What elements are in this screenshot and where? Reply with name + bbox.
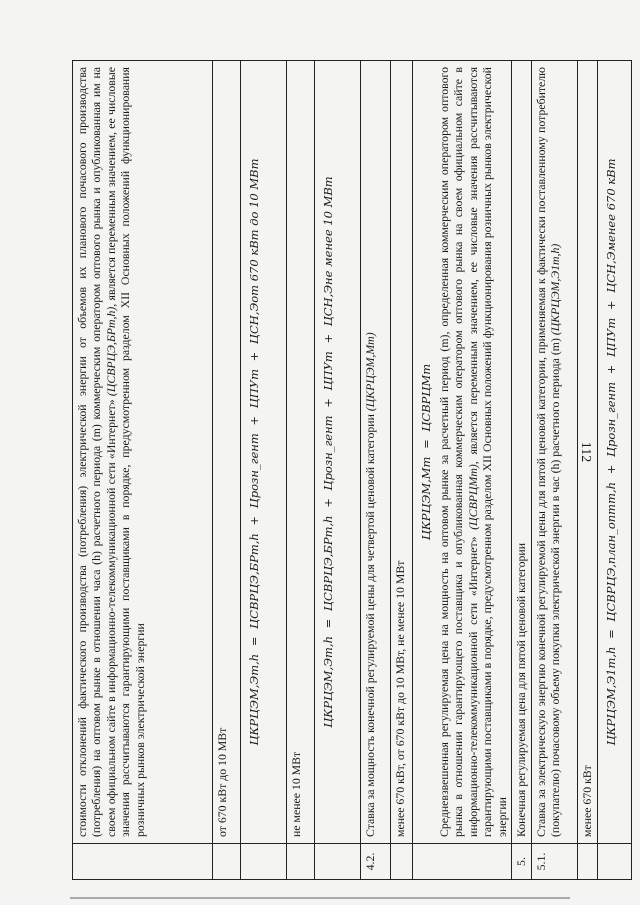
- formula-term-2: Црозн_генm: [247, 433, 261, 509]
- formula-term-4: ЦСН,Эне менее 10 МВт: [321, 176, 335, 327]
- table-row-formula-10mw: [315, 61, 361, 880]
- formula-670-10: ЦКРЦЭМ,Эm,h = ЦСВРЦЭ,БРm,h + Црозн_генm + ЦПУm + ЦСН,Эот 670 кВт до 10 МВт: [247, 158, 261, 746]
- label-10mw: не менее 10 МВт: [287, 61, 315, 844]
- intro-text: стоимости отклонений фактического производства (потребления) электрической энергии от объемов их планового почасового производства (потребления) на оптовом рынке в отношении часа (h) расчетного периода (m) коммерческим оператором оптового рынка и опубликованная им на своем официальном сайте в информационно-телекоммуникационной сети «Интернет»: [75, 67, 118, 837]
- formula-term-2: Црозн_генm: [603, 381, 618, 457]
- tariff-table: [72, 60, 632, 880]
- row-number: 5.1.: [531, 844, 577, 880]
- table-row-4-2-sub: [391, 61, 413, 880]
- page-number: 112: [578, 441, 593, 463]
- formula-rhs: ЦСВРЦМm: [419, 363, 433, 432]
- label-4-2-sub: менее 670 кВт, от 670 кВт до 10 МВт, не менее 10 МВт: [391, 61, 413, 844]
- row-4-2-symbol: (ЦКРЦЭМ,Мm): [363, 332, 377, 412]
- table-row-10mw: [287, 61, 315, 880]
- row-5-1-symbol: (ЦКРЦЭМ,Э1m,h): [548, 243, 563, 336]
- formula-term-1: ЦСВРЦЭ,БРm,h: [321, 515, 335, 612]
- formula-term-3: ЦПУm: [603, 317, 618, 358]
- table-row-5: [511, 61, 531, 880]
- power-symbol: (ЦСВРЦМm),: [465, 461, 480, 530]
- formula-term-1: ЦСВРЦЭ,БРm,h: [247, 533, 261, 629]
- table-row-power-price: [413, 61, 512, 880]
- row-number: 5.: [511, 844, 531, 880]
- power-text: Средневзвешенная регулируемая цена на мощность на оптовом рынке за расчетный период (m), определенная коммерческим оператором оптового рынка в отношении гарантирующего поставщика и опубликованная коммерческим оператором оптового рынка на своем официальном сайте в информационно-телекоммуникационной сети «Интернет»: [437, 67, 480, 837]
- formula-term-4: ЦСН,Эот 670 кВт до 10 МВт: [247, 158, 261, 345]
- formula-lhs: ЦКРЦЭМ,Э1m,h: [603, 646, 618, 746]
- formula-term-4: ЦСН,Эменее 670 кВт: [603, 158, 618, 293]
- intro-cell: [73, 61, 213, 844]
- formula-power: ЦКРЦЭМ,Мm = ЦСВРЦМm: [419, 363, 433, 541]
- table-row-5-1: [531, 61, 577, 880]
- table-row-formula-670-10: [241, 61, 287, 880]
- table-row-5-1-sub: [577, 61, 597, 880]
- row-number: 4.2.: [361, 844, 391, 880]
- label-5-1-sub: менее 670 кВт: [577, 61, 597, 844]
- formula-lhs: ЦКРЦЭМ,Мm: [419, 456, 433, 541]
- formula-term-3: ЦПУm: [247, 369, 261, 409]
- formula-term-2: Црозн_генm: [321, 415, 335, 491]
- row-number-empty: [73, 844, 213, 880]
- table-row-670-10: [213, 61, 241, 880]
- formula-5-1: ЦКРЦЭМ,Э1m,h = ЦСВРЦЭ,план_оптm,h + Црозн_генm + ЦПУm + ЦСН,Эменее 670 кВт: [603, 158, 618, 746]
- formula-10mw: ЦКРЦЭМ,Эm,h = ЦСВРЦЭ,БРm,h + Црозн_генm + ЦПУm + ЦСН,Эне менее 10 МВт: [321, 176, 335, 728]
- intro-symbol: (ЦСВРЦЭ,БРm,h),: [103, 303, 118, 397]
- label-670-10: от 670 кВт до 10 МВт: [213, 61, 241, 844]
- scan-edge-divider: [70, 897, 570, 899]
- formula-term-3: ЦПУm: [321, 351, 335, 391]
- row-5-text: Конечная регулируемая цена для пятой ценовой категории: [511, 61, 531, 844]
- table-row-4-2: [361, 61, 391, 880]
- row-5-1-text: Ставка за электрическую энергию конечной регулируемой цены для пятой ценовой категории, применяемая к фактически поставленному потребителю (покупателю) почасовому объему покупки электрической энергии в час (h) расчетного периода (m): [533, 67, 563, 837]
- table-row-formula-5-1: [597, 61, 631, 880]
- formula-lhs: ЦКРЦЭМ,Эm,h: [247, 653, 261, 746]
- intro-text-2: является переменным значением, ее числовые значения рассчитываются гарантирующими поставщиками в порядке, предусмотренном разделом XII Основных положений функционирования розничных рынков электрической энергии: [103, 66, 147, 837]
- table-row-intro: [73, 61, 213, 880]
- row-4-2-text: Ставка за мощность конечной регулируемой цены для четвертой ценовой категории: [363, 414, 377, 837]
- formula-term-1: ЦСВРЦЭ,план_оптm,h: [603, 481, 618, 622]
- power-text-2: является переменным значением, ее числовые значения рассчитываются гарантирующими поставщиками в порядке, предусмотренном разделом XII Основных положений функционирования розничных рынков электрической энергии: [465, 66, 509, 837]
- formula-lhs: ЦКРЦЭМ,Эm,h: [321, 636, 335, 728]
